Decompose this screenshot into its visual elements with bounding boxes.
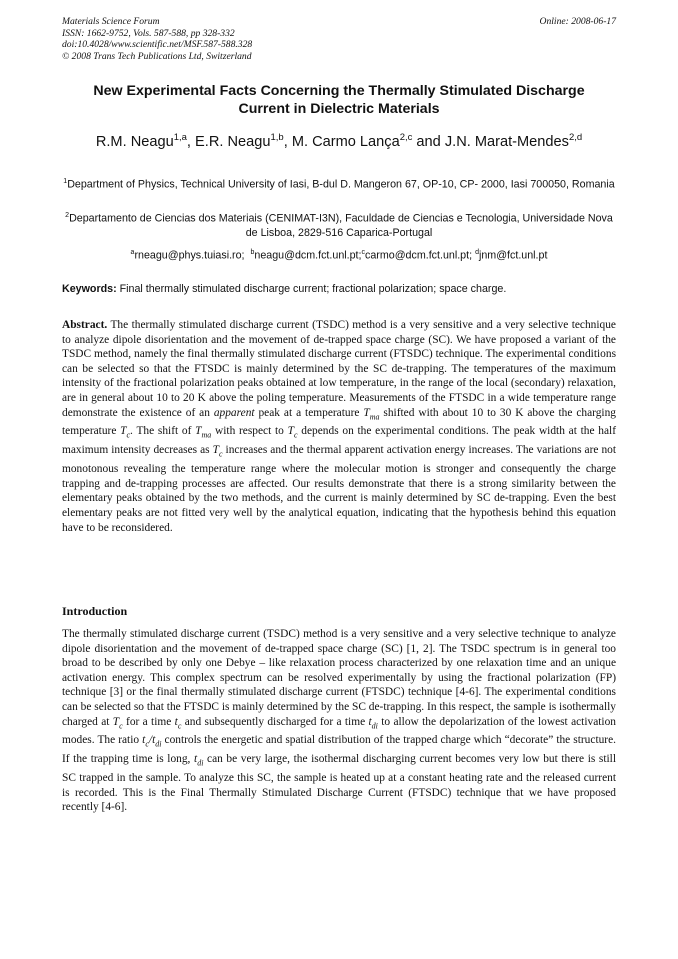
- symbol-tdi: [194, 753, 204, 768]
- symbol-base: T: [363, 406, 370, 419]
- journal-doi[interactable]: doi:10.4028/www.scientific.net/MSF.587-588.328: [62, 39, 253, 51]
- symbol-sub: c: [119, 720, 123, 730]
- intro-text: for a time: [122, 715, 175, 728]
- keywords-text: Final thermally stimulated discharge current; fractional polarization; space charge.: [116, 283, 507, 295]
- symbol-tma: [363, 407, 379, 419]
- symbol-tma: [195, 425, 212, 440]
- abstract-text: . The shift of: [130, 425, 196, 438]
- abstract-text: depends on the experimental conditions. The peak width at the half maximum intensity decreases as: [62, 425, 616, 457]
- author-affil-mark: 2,c: [399, 132, 413, 143]
- abstract-text: increases and the thermal apparent activation energy increases. The variations are not monotonous revealing the temperature range where the molecular motion is stronger and consequently the charge trapping and de-trapping processes are affected. Our results demonstrate that there is a strong similarity between the elementary peaks obtained by the two methods, and the current is mainly determined by SC de-trapping. Even the best elementary peaks are not fitted very well by the analytical equation, indicating that the hypothesis behind this equation have to be reconsidered.: [62, 444, 617, 534]
- intro-text: controls the energetic and spatial distribution of the trapped charge which “decorate” the structure. If the trapping time is long,: [62, 734, 616, 766]
- author-affil-mark: 2,d: [568, 132, 583, 143]
- symbol-ratio: [142, 734, 162, 749]
- author-name: M. Carmo Lança: [291, 133, 400, 150]
- symbol-sub: c: [293, 430, 298, 440]
- symbol-base: t: [194, 753, 198, 766]
- abstract-text: The thermally stimulated discharge current (TSDC) method is a very sensitive and a very selective technique to analyze dipole disorientation and the movement of de-trapped space charge (SC). We have proposed a variant of the TSDC method, namely the final thermally stimulated discharge current (FTSDC) technique. The experimental conditions can be selected so that the FTSDC is mainly determined by the SC de-trapping. The temperatures of the maximum intensity of the fractional polarization peaks obtained at low temperature, in the range of the local (secondary) relaxation, are in general about 10 to 20 K above the poling temperature. Measurements of the FTSDC in a wide temperature range demonstrate the existence of an: [62, 319, 616, 419]
- affil-mark: 2: [65, 212, 70, 219]
- symbol-sub: c: [218, 449, 223, 459]
- abstract: [62, 318, 616, 535]
- emphasis: apparent: [213, 406, 255, 419]
- symbol-base: T: [195, 425, 202, 438]
- author-name: R.M. Neagu: [95, 133, 174, 150]
- symbol-tc: [212, 444, 223, 459]
- email-list: [62, 246, 616, 263]
- email-link[interactable]: carmo@dcm.fct.unl.pt;: [365, 249, 473, 262]
- journal-copyright: © 2008 Trans Tech Publications Ltd, Switzerland: [62, 50, 252, 62]
- keywords: [62, 282, 616, 296]
- symbol-slash: /: [148, 734, 153, 747]
- author-affil-mark: 1,b: [270, 132, 284, 143]
- abstract-text: peak at a temperature: [254, 406, 364, 419]
- affiliation-2: [62, 209, 616, 240]
- author-separator: and: [412, 133, 445, 150]
- affiliation-1: [62, 175, 616, 192]
- intro-text: can be very large, the isothermal discharging current becomes very low but there is still SC trapped in the sample. To analyze this SC, the sample is heated up at a constant heating rate and the released current is recorded. This is the Final Thermally Stimulated Discharge Current (FTSDC) technique that we have proposed recently [4-6].: [62, 753, 616, 814]
- email-link[interactable]: neagu@dcm.fct.unl.pt;: [254, 249, 362, 262]
- intro-text: The thermally stimulated discharge current (TSDC) method is a very sensitive and a very selective technique to analyze dipole disorientation and the movement of de-trapped space charge (SC) [1, 2]. The TSDC spectrum is in general too broad to be described by only one Debye – like relaxation process characterized by one relaxation time and an unique activation energy. This complex spectrum can be resolved experimentally by using the fractional polarization (FP) technique [3] or the final thermally stimulated discharge current (FTSDC) technique [4-6]. The experimental conditions can be selected so that the FTSDC is mainly determined by the SC de-trapping. In this respect, the sample is isothermally charged at: [62, 628, 616, 728]
- author-list: [76, 128, 602, 152]
- symbol-sub: c: [177, 720, 182, 730]
- journal-header: [62, 16, 252, 62]
- symbol-sub: c: [145, 739, 149, 749]
- symbol-sub: di: [371, 720, 378, 730]
- symbol-base: T: [287, 425, 294, 438]
- symbol-base: t: [368, 715, 372, 728]
- symbol-base: T: [112, 715, 120, 728]
- symbol-base: t: [142, 734, 146, 747]
- abstract-text: shifted with about 10 to 30 K above the charging temperature: [62, 406, 616, 438]
- intro-text: and subsequently discharged for a time: [181, 715, 369, 728]
- affil-text: Department of Physics, Technical University of Iasi, B-dul D. Mangeron 67, OP-10, CP- 2000, Iasi 700050, Romania: [67, 178, 615, 191]
- symbol-tc: [287, 425, 298, 440]
- symbol-sub: di: [197, 758, 204, 768]
- author-separator: ,: [186, 133, 196, 150]
- author-affil-mark: 1,a: [173, 132, 187, 143]
- symbol-base: t: [174, 715, 178, 728]
- symbol-tc: [120, 425, 131, 440]
- symbol-sub: di: [155, 739, 162, 749]
- symbol-base: T: [120, 425, 127, 438]
- author-name: E.R. Neagu: [195, 133, 271, 150]
- abstract-label: Abstract.: [62, 319, 108, 331]
- online-date: Online: 2008-06-17: [539, 16, 616, 27]
- introduction-text: [62, 627, 616, 815]
- journal-issn: ISSN: 1662-9752, Vols. 587-588, pp 328-332: [62, 27, 235, 39]
- affil-mark: 1: [63, 178, 68, 185]
- section-heading-introduction: Introduction: [62, 604, 128, 618]
- email-mark: d: [475, 249, 479, 256]
- email-link[interactable]: rneagu@phys.tuiasi.ro;: [134, 249, 245, 262]
- symbol-base: T: [212, 444, 219, 457]
- symbol-tdi: [368, 716, 377, 728]
- abstract-text: with respect to: [211, 425, 288, 438]
- keywords-label: Keywords:: [62, 283, 117, 295]
- email-mark: a: [130, 249, 135, 256]
- symbol-tc: [113, 716, 123, 728]
- paper-title: New Experimental Facts Concerning the Thermally Stimulated Discharge Current in Dielectric Materials: [93, 83, 585, 117]
- intro-text: to allow the depolarization of the lowest activation modes. The ratio: [62, 715, 616, 747]
- symbol-base: t: [152, 734, 156, 747]
- journal-name: Materials Science Forum: [62, 16, 160, 27]
- affil-text: Departamento de Ciencias dos Materiais (CENIMAT-I3N), Faculdade de Ciencias e Tecnologia, Universidade Nova de Lisboa, 2829-516 Caparica-Portugal: [69, 212, 613, 239]
- email-mark: b: [250, 249, 255, 256]
- author-name: J.N. Marat-Mendes: [444, 133, 569, 150]
- email-link[interactable]: jnm@fct.unl.pt: [478, 249, 548, 262]
- author-separator: ,: [283, 133, 292, 150]
- email-mark: c: [361, 249, 365, 256]
- symbol-sub: c: [126, 430, 131, 440]
- symbol-sub: ma: [369, 411, 380, 421]
- symbol-sub: ma: [201, 430, 212, 440]
